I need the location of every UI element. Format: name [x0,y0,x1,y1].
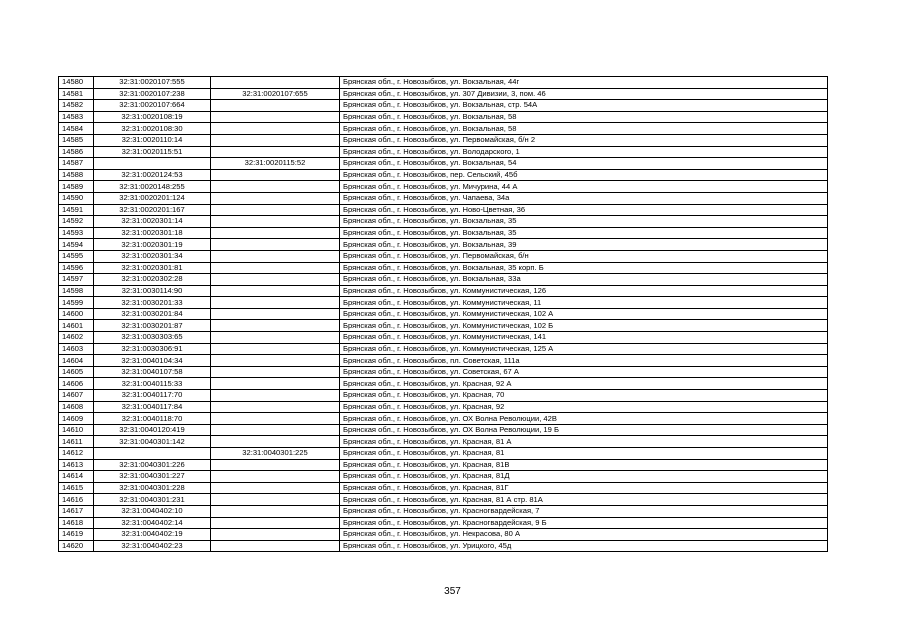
row-number-cell: 14612 [59,448,94,460]
cadastral-number-cell: 32:31:0040301:231 [94,494,211,506]
address-cell: Брянская обл., г. Новозыбков, ул. Коммунистическая, 126 [340,285,828,297]
address-cell: Брянская обл., г. Новозыбков, ул. Коммунистическая, 11 [340,297,828,309]
row-number-cell: 14582 [59,100,94,112]
cadastral-number-cell: 32:31:0040402:10 [94,505,211,517]
row-number-cell: 14607 [59,390,94,402]
row-number-cell: 14595 [59,250,94,262]
table-row [59,77,828,89]
address-cell: Брянская обл., г. Новозыбков, ул. Вокзальная, 58 [340,111,828,123]
table-row [59,332,828,344]
cadastral-number-cell: 32:31:0030201:84 [94,308,211,320]
row-number-cell: 14613 [59,459,94,471]
table-row [59,216,828,228]
table-row [59,529,828,541]
related-cadastral-number-cell [211,192,340,204]
table-row [59,285,828,297]
address-cell: Брянская обл., г. Новозыбков, ул. Вокзальная, 44г [340,77,828,89]
cadastral-number-cell: 32:31:0020107:555 [94,77,211,89]
cadastral-number-cell: 32:31:0020301:18 [94,227,211,239]
row-number-cell: 14615 [59,482,94,494]
address-cell: Брянская обл., г. Новозыбков, ул. Красная, 92 А [340,378,828,390]
cadastral-number-cell: 32:31:0020201:167 [94,204,211,216]
address-cell: Брянская обл., г. Новозыбков, ул. 307 Дивизии, 3, пом. 46 [340,88,828,100]
table-row [59,459,828,471]
row-number-cell: 14603 [59,343,94,355]
address-cell: Брянская обл., г. Новозыбков, ул. Красная, 70 [340,390,828,402]
row-number-cell: 14619 [59,529,94,541]
cadastral-number-cell: 32:31:0020201:124 [94,192,211,204]
cadastral-number-cell: 32:31:0020107:664 [94,100,211,112]
cadastral-number-cell: 32:31:0020108:19 [94,111,211,123]
cadastral-number-cell [94,448,211,460]
table-row [59,111,828,123]
table-row [59,262,828,274]
row-number-cell: 14601 [59,320,94,332]
table-row [59,100,828,112]
row-number-cell: 14614 [59,471,94,483]
cadastral-number-cell: 32:31:0040301:142 [94,436,211,448]
related-cadastral-number-cell [211,424,340,436]
related-cadastral-number-cell [211,343,340,355]
address-cell: Брянская обл., г. Новозыбков, ул. Красная, 81В [340,459,828,471]
related-cadastral-number-cell [211,517,340,529]
table-row [59,158,828,170]
related-cadastral-number-cell: 32:31:0020115:52 [211,158,340,170]
table-row [59,297,828,309]
address-cell: Брянская обл., г. Новозыбков, ул. Вокзальная, 35 корп. Б [340,262,828,274]
address-cell: Брянская обл., г. Новозыбков, ул. Советская, 67 А [340,366,828,378]
cadastral-number-cell: 32:31:0040120:419 [94,424,211,436]
row-number-cell: 14604 [59,355,94,367]
row-number-cell: 14596 [59,262,94,274]
related-cadastral-number-cell [211,378,340,390]
related-cadastral-number-cell [211,111,340,123]
address-cell: Брянская обл., г. Новозыбков, ул. Коммунистическая, 102 Б [340,320,828,332]
cadastral-number-cell: 32:31:0020301:14 [94,216,211,228]
table-row [59,88,828,100]
table-row [59,390,828,402]
address-cell: Брянская обл., г. Новозыбков, ул. Красногвардейская, 7 [340,505,828,517]
table-row [59,308,828,320]
related-cadastral-number-cell: 32:31:0020107:655 [211,88,340,100]
cadastral-number-cell: 32:31:0040402:23 [94,540,211,552]
row-number-cell: 14594 [59,239,94,251]
address-cell: Брянская обл., г. Новозыбков, ул. Мичурина, 44 А [340,181,828,193]
related-cadastral-number-cell [211,239,340,251]
related-cadastral-number-cell [211,250,340,262]
row-number-cell: 14589 [59,181,94,193]
related-cadastral-number-cell [211,297,340,309]
row-number-cell: 14588 [59,169,94,181]
related-cadastral-number-cell [211,366,340,378]
address-cell: Брянская обл., г. Новозыбков, ул. Красногвардейская, 9 Б [340,517,828,529]
related-cadastral-number-cell [211,308,340,320]
table-row [59,134,828,146]
cadastral-number-cell: 32:31:0020107:238 [94,88,211,100]
address-cell: Брянская обл., г. Новозыбков, ул. Чапаева, 34а [340,192,828,204]
related-cadastral-number-cell [211,77,340,89]
cadastral-number-cell: 32:31:0040118:70 [94,413,211,425]
cadastral-number-cell: 32:31:0020110:14 [94,134,211,146]
related-cadastral-number-cell [211,413,340,425]
related-cadastral-number-cell [211,134,340,146]
row-number-cell: 14593 [59,227,94,239]
row-number-cell: 14609 [59,413,94,425]
row-number-cell: 14605 [59,366,94,378]
address-cell: Брянская обл., г. Новозыбков, ул. ОХ Волна Революции, 19 Б [340,424,828,436]
related-cadastral-number-cell [211,505,340,517]
address-cell: Брянская обл., г. Новозыбков, ул. Красная, 81 А [340,436,828,448]
table-row [59,227,828,239]
table-row [59,505,828,517]
row-number-cell: 14591 [59,204,94,216]
row-number-cell: 14620 [59,540,94,552]
cadastral-number-cell: 32:31:0020148:255 [94,181,211,193]
cadastral-number-cell: 32:31:0020115:51 [94,146,211,158]
related-cadastral-number-cell [211,146,340,158]
table-row [59,123,828,135]
table-row [59,204,828,216]
row-number-cell: 14610 [59,424,94,436]
table-row [59,146,828,158]
address-cell: Брянская обл., г. Новозыбков, ул. Первомайская, б/н [340,250,828,262]
cadastral-number-cell: 32:31:0020108:30 [94,123,211,135]
row-number-cell: 14616 [59,494,94,506]
row-number-cell: 14608 [59,401,94,413]
address-cell: Брянская обл., г. Новозыбков, ул. Вокзальная, 39 [340,239,828,251]
row-number-cell: 14592 [59,216,94,228]
table-row [59,250,828,262]
table-row [59,401,828,413]
address-cell: Брянская обл., г. Новозыбков, ул. Красная, 81 [340,448,828,460]
related-cadastral-number-cell [211,355,340,367]
table-row [59,471,828,483]
related-cadastral-number-cell [211,459,340,471]
table-row [59,448,828,460]
address-cell: Брянская обл., г. Новозыбков, ул. Вокзальная, 54 [340,158,828,170]
related-cadastral-number-cell [211,482,340,494]
register-table-body [59,77,828,552]
address-cell: Брянская обл., г. Новозыбков, ул. Коммунистическая, 141 [340,332,828,344]
address-cell: Брянская обл., г. Новозыбков, ул. Урицкого, 45д [340,540,828,552]
cadastral-number-cell: 32:31:0040104:34 [94,355,211,367]
row-number-cell: 14599 [59,297,94,309]
related-cadastral-number-cell [211,100,340,112]
cadastral-number-cell: 32:31:0040115:33 [94,378,211,390]
cadastral-number-cell: 32:31:0040301:228 [94,482,211,494]
cadastral-number-cell: 32:31:0040402:14 [94,517,211,529]
cadastral-number-cell: 32:31:0020301:34 [94,250,211,262]
related-cadastral-number-cell [211,401,340,413]
cadastral-number-cell: 32:31:0020124:53 [94,169,211,181]
row-number-cell: 14581 [59,88,94,100]
table-row [59,192,828,204]
cadastral-number-cell: 32:31:0030114:90 [94,285,211,297]
address-cell: Брянская обл., г. Новозыбков, ул. Вокзальная, 35 [340,227,828,239]
row-number-cell: 14584 [59,123,94,135]
row-number-cell: 14611 [59,436,94,448]
related-cadastral-number-cell [211,285,340,297]
table-row [59,482,828,494]
row-number-cell: 14587 [59,158,94,170]
table-row [59,424,828,436]
related-cadastral-number-cell [211,390,340,402]
table-row [59,436,828,448]
address-cell: Брянская обл., г. Новозыбков, пер. Сельский, 45б [340,169,828,181]
table-row [59,169,828,181]
address-cell: Брянская обл., г. Новозыбков, ул. Ново-Цветная, 36 [340,204,828,216]
cadastral-number-cell: 32:31:0040117:70 [94,390,211,402]
cadastral-number-cell: 32:31:0030201:87 [94,320,211,332]
related-cadastral-number-cell [211,227,340,239]
row-number-cell: 14586 [59,146,94,158]
address-cell: Брянская обл., г. Новозыбков, ул. Вокзальная, 33а [340,274,828,286]
table-row [59,343,828,355]
cadastral-number-cell: 32:31:0040402:19 [94,529,211,541]
table-row [59,366,828,378]
address-cell: Брянская обл., г. Новозыбков, ул. Коммунистическая, 125 А [340,343,828,355]
related-cadastral-number-cell [211,471,340,483]
page-number: 357 [444,586,461,597]
row-number-cell: 14580 [59,77,94,89]
address-cell: Брянская обл., г. Новозыбков, ул. Первомайская, б/н 2 [340,134,828,146]
cadastral-number-cell [94,158,211,170]
table-row [59,274,828,286]
row-number-cell: 14606 [59,378,94,390]
cadastral-number-cell: 32:31:0030201:33 [94,297,211,309]
address-cell: Брянская обл., г. Новозыбков, ул. Коммунистическая, 102 А [340,308,828,320]
table-row [59,181,828,193]
related-cadastral-number-cell: 32:31:0040301:225 [211,448,340,460]
row-number-cell: 14618 [59,517,94,529]
address-cell: Брянская обл., г. Новозыбков, ул. Красная, 81 А стр. 81А [340,494,828,506]
table-row [59,540,828,552]
related-cadastral-number-cell [211,540,340,552]
cadastral-number-cell: 32:31:0020302:28 [94,274,211,286]
table-row [59,517,828,529]
address-cell: Брянская обл., г. Новозыбков, ул. Красная, 81Г [340,482,828,494]
cadastral-number-cell: 32:31:0040107:58 [94,366,211,378]
cadastral-number-cell: 32:31:0020301:19 [94,239,211,251]
related-cadastral-number-cell [211,123,340,135]
address-cell: Брянская обл., г. Новозыбков, ул. Володарского, 1 [340,146,828,158]
related-cadastral-number-cell [211,436,340,448]
cadastral-number-cell: 32:31:0020301:81 [94,262,211,274]
row-number-cell: 14600 [59,308,94,320]
cadastral-number-cell: 32:31:0030306:91 [94,343,211,355]
related-cadastral-number-cell [211,216,340,228]
row-number-cell: 14583 [59,111,94,123]
address-cell: Брянская обл., г. Новозыбков, ул. Вокзальная, 35 [340,216,828,228]
address-cell: Брянская обл., г. Новозыбков, пл. Советская, 111а [340,355,828,367]
row-number-cell: 14602 [59,332,94,344]
row-number-cell: 14585 [59,134,94,146]
address-cell: Брянская обл., г. Новозыбков, ул. Вокзальная, стр. 54А [340,100,828,112]
related-cadastral-number-cell [211,262,340,274]
related-cadastral-number-cell [211,332,340,344]
table-row [59,413,828,425]
row-number-cell: 14598 [59,285,94,297]
cadastral-number-cell: 32:31:0030303:65 [94,332,211,344]
related-cadastral-number-cell [211,529,340,541]
row-number-cell: 14597 [59,274,94,286]
address-cell: Брянская обл., г. Новозыбков, ул. Красная, 81Д [340,471,828,483]
register-table [58,76,828,552]
address-cell: Брянская обл., г. Новозыбков, ул. ОХ Волна Революции, 42В [340,413,828,425]
related-cadastral-number-cell [211,169,340,181]
cadastral-number-cell: 32:31:0040301:227 [94,471,211,483]
related-cadastral-number-cell [211,181,340,193]
table-row [59,239,828,251]
address-cell: Брянская обл., г. Новозыбков, ул. Красная, 92 [340,401,828,413]
cadastral-number-cell: 32:31:0040301:226 [94,459,211,471]
table-row [59,494,828,506]
row-number-cell: 14617 [59,505,94,517]
address-cell: Брянская обл., г. Новозыбков, ул. Вокзальная, 58 [340,123,828,135]
cadastral-number-cell: 32:31:0040117:84 [94,401,211,413]
related-cadastral-number-cell [211,320,340,332]
row-number-cell: 14590 [59,192,94,204]
address-cell: Брянская обл., г. Новозыбков, ул. Некрасова, 80 А [340,529,828,541]
table-row [59,320,828,332]
related-cadastral-number-cell [211,274,340,286]
related-cadastral-number-cell [211,204,340,216]
table-row [59,355,828,367]
table-row [59,378,828,390]
related-cadastral-number-cell [211,494,340,506]
